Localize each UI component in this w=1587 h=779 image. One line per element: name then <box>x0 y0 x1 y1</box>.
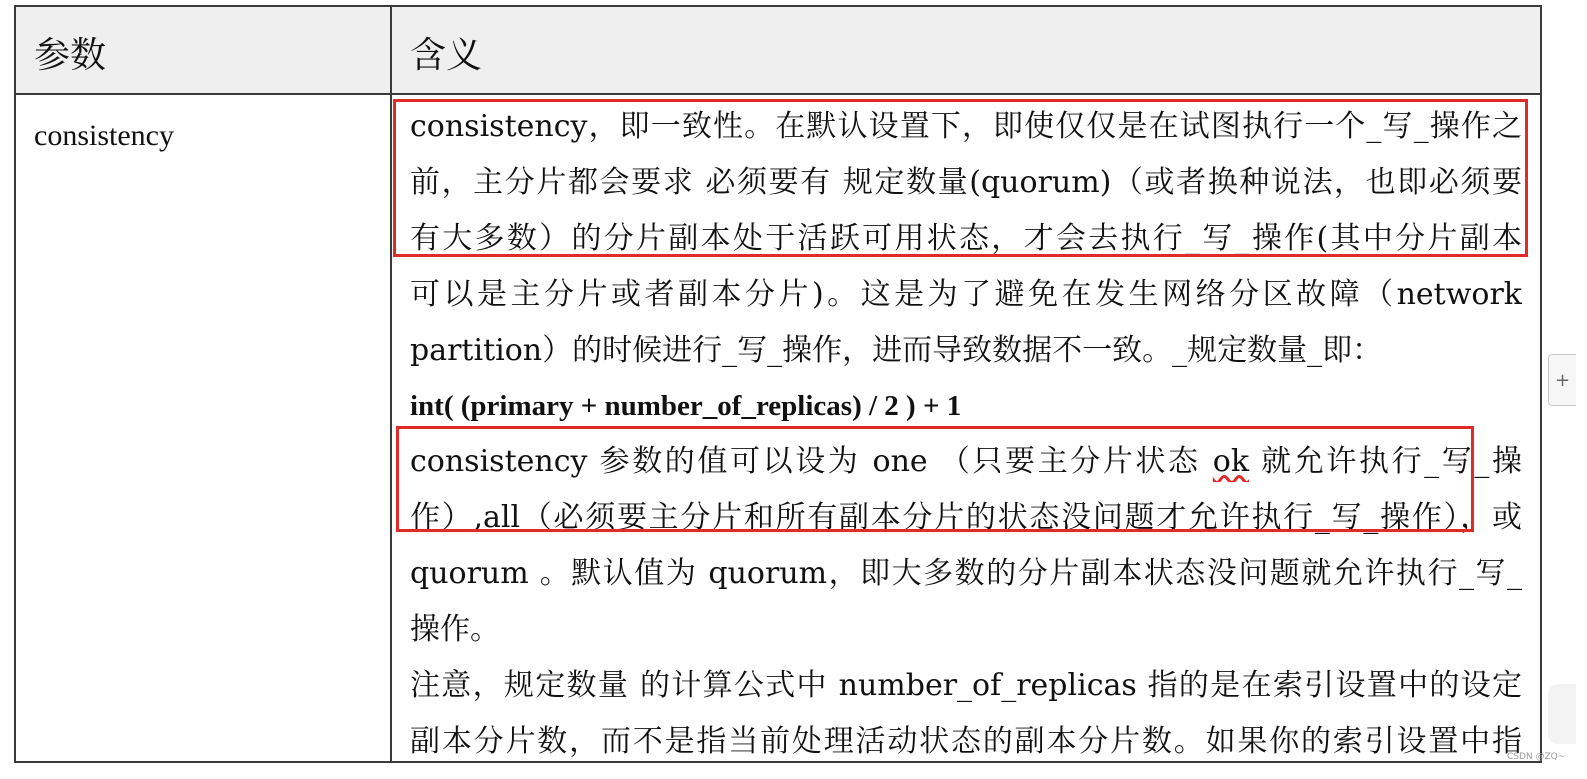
meaning-line: 有大多数）的分片副本处于活跃可用状态，才会去执行_写_操作(其中分片副本 <box>410 221 1522 256</box>
column-divider <box>390 7 392 761</box>
meaning-line: partition）的时候进行_写_操作，进而导致数据不一致。_规定数量_即： <box>410 333 1383 368</box>
plus-icon: + <box>1554 369 1571 391</box>
meaning-line: 注意，规定数量 的计算公式中 number_of_replicas 指的是在索引设置中的设定 <box>410 668 1522 703</box>
consistency-values-text: consistency 参数的值可以设为 one （只要主分片状态 <box>410 444 1213 479</box>
param-name-cell: consistency <box>34 119 174 152</box>
highlight-box-consistency-values <box>396 426 1474 532</box>
meaning-line: 副本分片数，而不是指当前处理活动状态的副本分片数。如果你的索引设置中指 <box>410 724 1522 759</box>
header-param: 参数 <box>34 35 107 76</box>
consistency-values-text-cont: 就允许执行_写_操 <box>1249 444 1522 479</box>
quorum-formula: int( (primary + number_of_replicas) / 2 ) + 1 <box>410 390 962 422</box>
meaning-line: 可以是主分片或者副本分片)。这是为了避免在发生网络分区故障（network <box>410 277 1522 312</box>
meaning-line: 操作。 <box>410 612 500 647</box>
meaning-line: quorum 。默认值为 quorum，即大多数的分片副本状态没问题就允许执行_写_ <box>410 556 1522 591</box>
table-header <box>16 7 1540 95</box>
header-meaning: 含义 <box>410 35 483 76</box>
expand-side-tab[interactable] <box>1548 354 1576 406</box>
highlight-box-consistency-definition <box>393 99 1528 257</box>
meaning-line: consistency，即一致性。在默认设置下，即使仅仅是在试图执行一个_写_操作之 <box>410 109 1522 144</box>
ok-word: ok <box>1212 444 1250 479</box>
watermark: CSDN @ZQ~ <box>1507 752 1566 762</box>
meaning-line: 作）,all（必须要主分片和所有副本分片的状态没问题才允许执行_写_操作），或 <box>410 500 1522 535</box>
meaning-line: 前，主分片都会要求 必须要有 规定数量(quorum)（或者换种说法，也即必须要 <box>410 165 1522 200</box>
side-panel-handle[interactable] <box>1548 684 1576 744</box>
